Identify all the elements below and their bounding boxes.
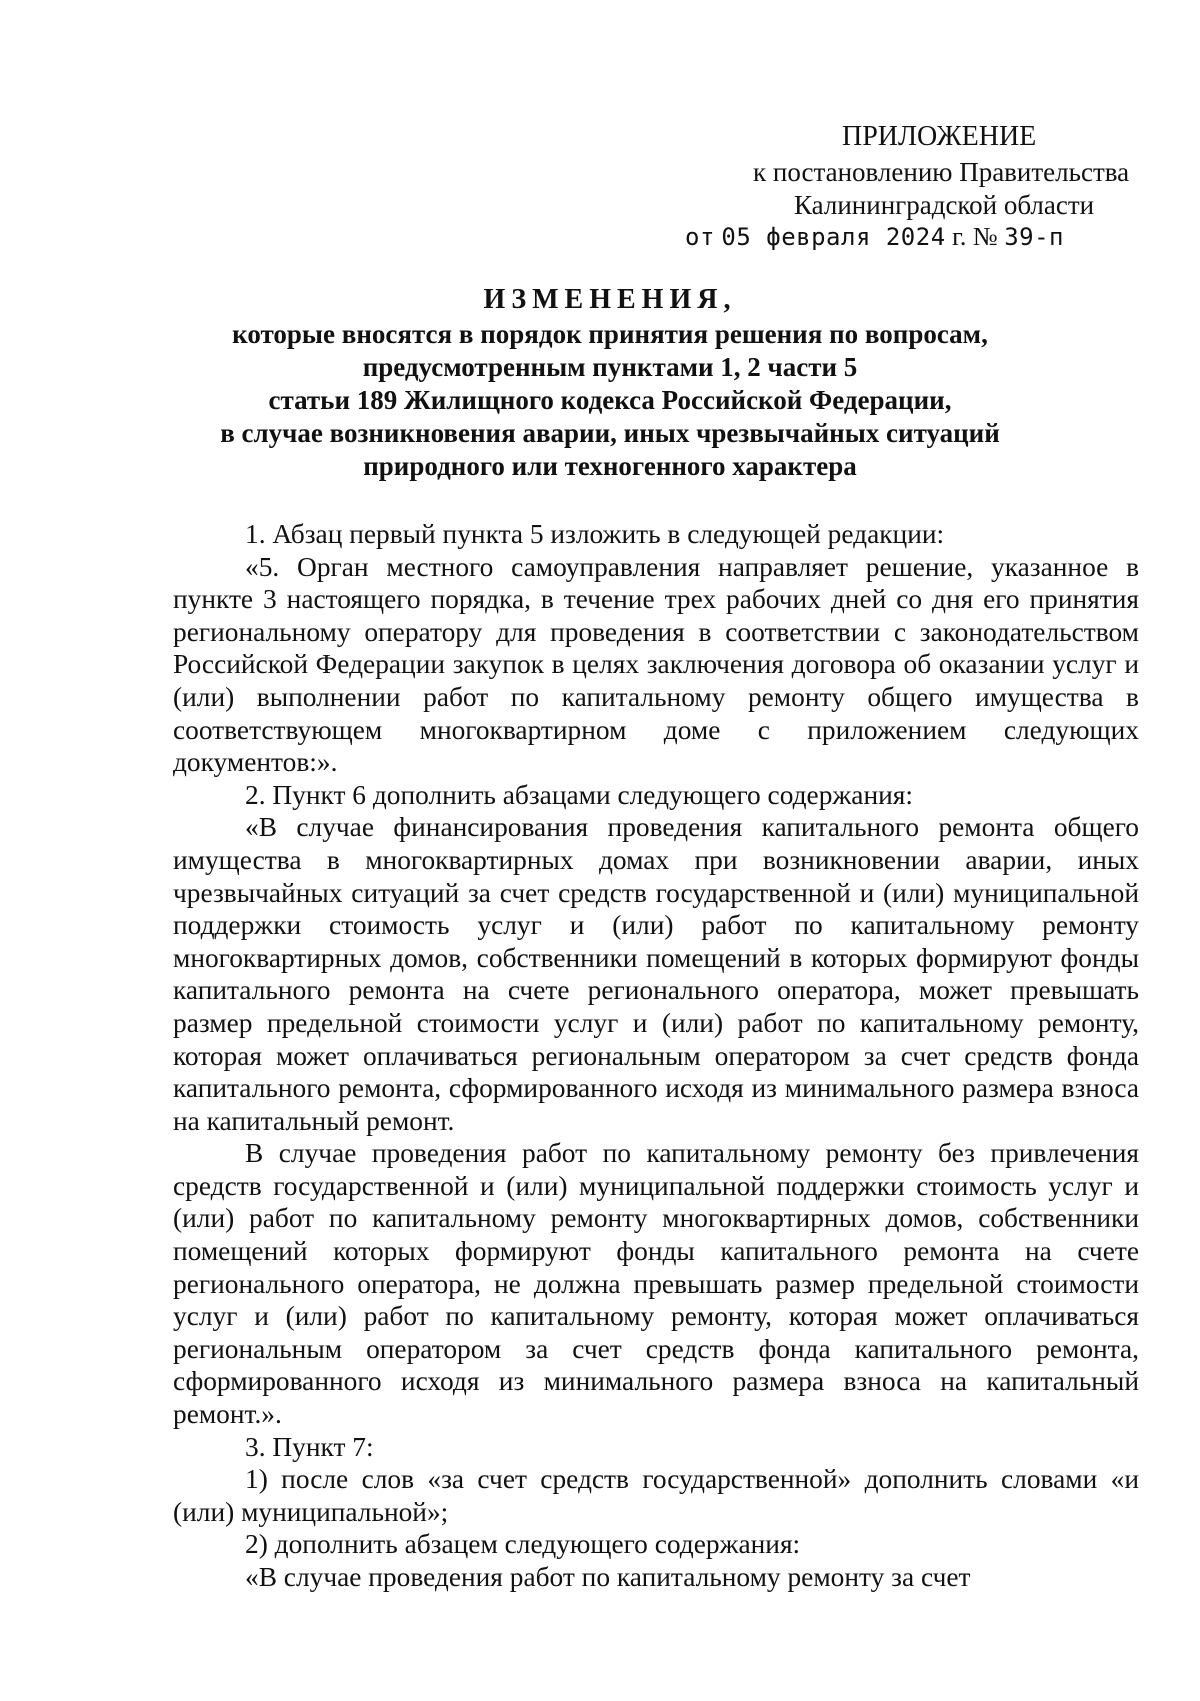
date-value: 05 февраля 2024 <box>721 223 946 251</box>
body-paragraph: «В случае финансирования проведения капитального ремонта общего имущества в многоквартирных домах при возникновении аварии, иных чрезвычайных ситуаций за счет средств государственной и (или) муниципальной поддержки стоимость услуг и (или) работ по капитальному ремонту многоквартирных домов, собственники помещений в которых формируют фонды капитального ремонта на счете регионального оператора, может превышать размер предельной стоимости услуг и (или) работ по капитальному ремонту, которая может оплачиваться региональным оператором за счет средств фонда капитального ремонта, сформированного исходя из минимального размера взноса на капитальный ремонт. <box>173 812 1139 1136</box>
number-value: 39-п <box>1004 223 1064 251</box>
subtitle-line: в случае возникновения аварии, иных чрезвычайных ситуаций <box>220 418 1000 448</box>
appendix-region-line: Калининградской области <box>794 190 1095 220</box>
document-heading: ИЗМЕНЕНИЯ, <box>483 284 737 315</box>
document-body <box>173 518 1139 1594</box>
subtitle-line: предусмотренным пунктами 1, 2 части 5 <box>362 352 858 382</box>
subtitle-line: природного или техногенного характера <box>363 451 857 481</box>
body-paragraph: В случае проведения работ по капитальному ремонту без привлечения средств государственной и (или) муниципальной поддержки стоимость услуг и (или) работ по капитальному ремонту многоквартирных домов, собственники помещений которых формируют фонды капитального ремонта на счете регионального оператора, не должна превышать размер предельной стоимости услуг и (или) работ по капитальному ремонту, которая может оплачиваться региональным оператором за счет средств фонда капитального ремонта, сформированного исходя из минимального размера взноса на капитальный ремонт.». <box>173 1138 1139 1430</box>
body-paragraph: 2. Пункт 6 дополнить абзацами следующего содержания: <box>245 779 913 810</box>
date-prefix: от <box>685 223 715 251</box>
body-paragraph: 1) после слов «за счет средств государственной» дополнить словами «и (или) муниципальной»; <box>173 1464 1139 1527</box>
body-paragraph: «5. Орган местного самоуправления направляет решение, указанное в пункте 3 настоящего порядка, в течение трех рабочих дней со дня его принятия региональному оператору для проведения в соответствии с законодательством Российской Федерации закупок в целях заключения договора об оказании услуг и (или) выполнении работ по капитальному ремонту общего имущества в соответствующем многоквартирном доме с приложением следующих документов:». <box>173 551 1139 778</box>
body-paragraph: 3. Пункт 7: <box>245 1431 374 1462</box>
subtitle-line: которые вносятся в порядок принятия решения по вопросам, <box>232 319 988 349</box>
appendix-title: ПРИЛОЖЕНИЕ <box>842 121 1037 152</box>
subtitle-line: статьи 189 Жилищного кодекса Российской Федерации, <box>268 385 952 415</box>
appendix-resolution-line: к постановлению Правительства <box>753 157 1130 187</box>
body-paragraph: 1. Абзац первый пункта 5 изложить в следующей редакции: <box>245 519 945 549</box>
body-paragraph: 2) дополнить абзацем следующего содержания: <box>245 1529 801 1560</box>
appendix-date-line <box>685 220 1064 254</box>
document-title-block <box>170 282 1050 483</box>
number-sign: № <box>972 222 998 251</box>
body-paragraph: «В случае проведения работ по капитальному ремонту за счет <box>245 1562 971 1592</box>
date-year-suffix: г. <box>952 222 967 251</box>
